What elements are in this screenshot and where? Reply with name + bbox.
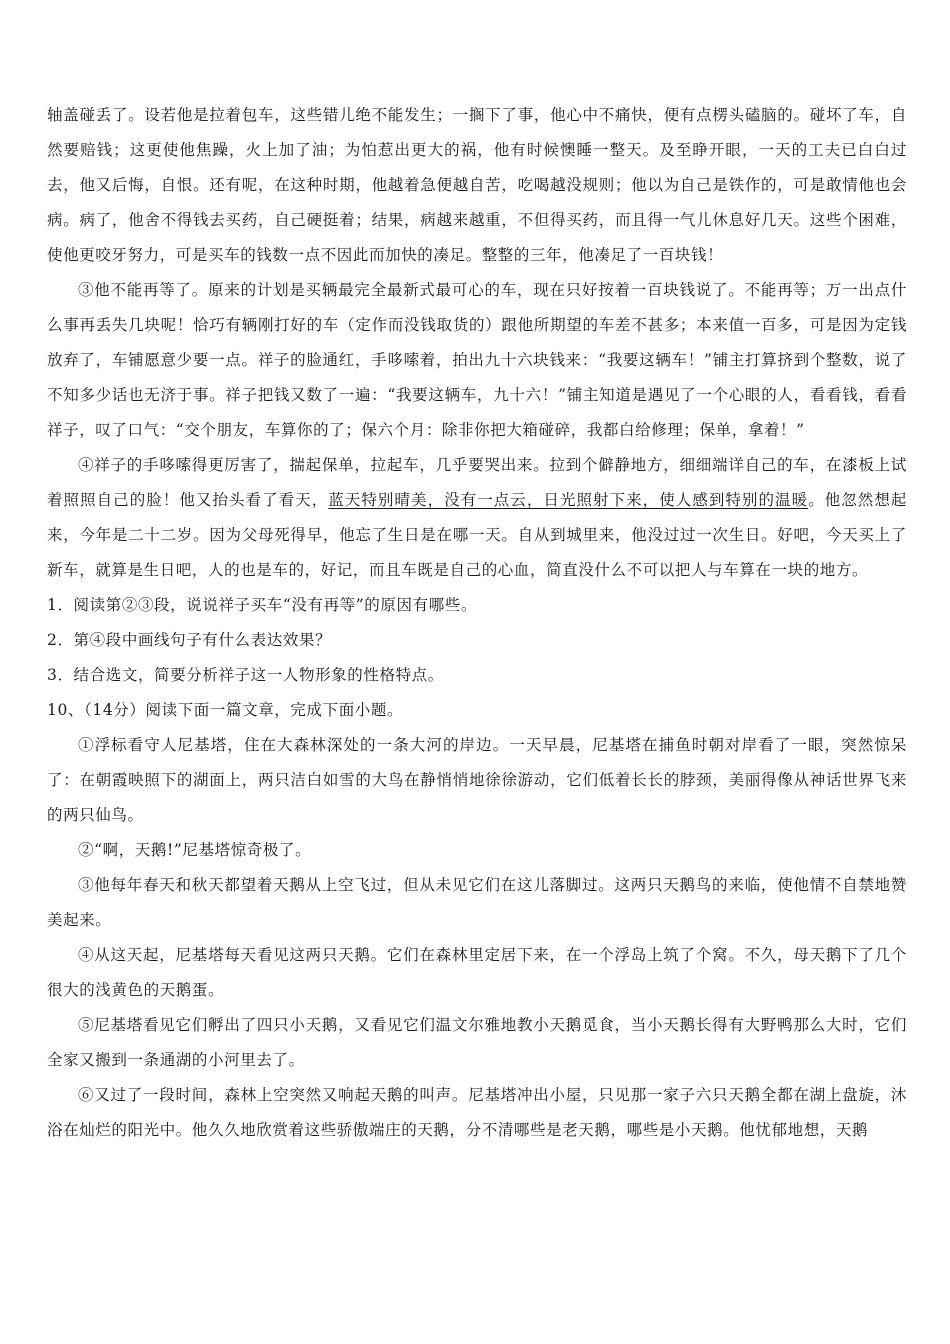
section-10-heading: 10、（14分）阅读下面一篇文章，完成下面小题。 — [47, 701, 404, 719]
section-10-paragraph-6: ⑥又过了一段时间，森林上空突然又响起天鹅的叫声。尼基塔冲出小屋，只见那一家子六只天鹅全都在湖上盘旋，沐浴在灿烂的阳光中。他久久地欣赏着这些骄傲端庄的天鹅，分不清哪些是老天鹅，哪些是小天鹅。他忧郁地想，天鹅 — [47, 1086, 907, 1139]
passage-paragraph-2-continued: 轴盖碰丢了。设若他是拉着包车，这些错儿绝不能发生；一搁下了事，他心中不痛快，便有点楞头磕脑的。碰坏了车，自然要赔钱；这更使他焦躁，火上加了油；为怕惹出更大的祸，他有时候懊睡一整天。及至睁开眼，一天的工夫已白白过去，他又后悔，自恨。还有呢，在这种时期，他越着急便越自苦，吃喝越没规则；他以为自己是铁作的，可是敢情他也会病。病了，他舍不得钱去买药，自己硬挺着；结果，病越来越重，不但得买药，而且得一气儿休息好几天。这些个困难，使他更咬牙努力，可是买车的钱数一点不因此而加快的凑足。整整的三年，他凑足了一百块钱！ — [47, 106, 907, 264]
passage-paragraph-3: ③他不能再等了。原来的计划是买辆最完全最新式最可心的车，现在只好按着一百块钱说了。不能再等；万一出点什么事再丢失几块呢！恰巧有辆刚打好的车（定作而没钱取货的）跟他所期望的车差不甚多；本来值一百多，可是因为定钱放弃了，车铺愿意少要一点。祥子的脸通红，手哆嗦着，拍出九十六块钱来：“我要这辆车！”铺主打算挤到个整数，说了不知多少话也无济于事。祥子把钱又数了一遍：“我要这辆车，九十六！”铺主知道是遇见了一个心眼的人，看看钱，看看祥子，叹了口气：“交个朋友，车算你的了；保六个月：除非你把大箱碰碎，我都白给修理；保单，拿着！” — [47, 281, 907, 439]
question-2: 2．第④段中画线句子有什么表达效果？ — [47, 631, 332, 649]
section-10-paragraph-4: ④从这天起，尼基塔每天看见这两只天鹅。它们在森林里定居下来，在一个浮岛上筑了个窝。不久，母天鹅下了几个很大的浅黄色的天鹅蛋。 — [47, 946, 907, 999]
question-1: 1．阅读第②③段，说说祥子买车“没有再等”的原因有哪些。 — [47, 596, 478, 614]
section-10-paragraph-3: ③他每年春天和秋天都望着天鹅从上空飞过，但从未见它们在这儿落脚过。这两只天鹅鸟的来临，使他情不自禁地赞美起来。 — [47, 876, 907, 929]
underlined-sentence: 蓝天特别晴美，没有一点云，日光照射下来，使人感到特别的温暖 — [328, 491, 809, 509]
passage-paragraph-4 — [47, 448, 907, 588]
paragraph-4-text-after: 。他忽然想起来，今年是二十二岁。因为父母死得早，他忘了生日是在哪一天。自从到城里来，他没过过一次生日。好吧，今天买上了新车，就算是生日吧，人的也是车的，好记，而且车既是自己的心血，简直没什么不可以把人与车算在一块的地方。 — [47, 491, 907, 579]
paragraph-4-text-before: ④祥子的手哆嗦得更厉害了，揣起保单，拉起车，几乎要哭出来。拉到个僻静地方，细细端详自己的车，在漆板上试着照照自己的脸！他又抬头看了看天， — [47, 456, 907, 509]
question-3: 3．结合选文，简要分析祥子这一人物形象的性格特点。 — [47, 666, 444, 684]
document-page — [47, 98, 907, 1148]
section-10-paragraph-5: ⑤尼基塔看见它们孵出了四只小天鹅，又看见它们温文尔雅地教小天鹅觅食，当小天鹅长得有大野鸭那么大时，它们全家又搬到一条通湖的小河里去了。 — [47, 1016, 907, 1069]
section-10-paragraph-2: ②“啊，天鹅!”尼基塔惊奇极了。 — [78, 841, 312, 859]
section-10-paragraph-1: ①浮标看守人尼基塔，住在大森林深处的一条大河的岸边。一天早晨，尼基塔在捕鱼时朝对岸看了一眼，突然惊呆了：在朝霞映照下的湖面上，两只洁白如雪的大鸟在静悄悄地徐徐游动，它们低着长长的脖颈，美丽得像从神话世界飞来的两只仙鸟。 — [47, 736, 907, 824]
